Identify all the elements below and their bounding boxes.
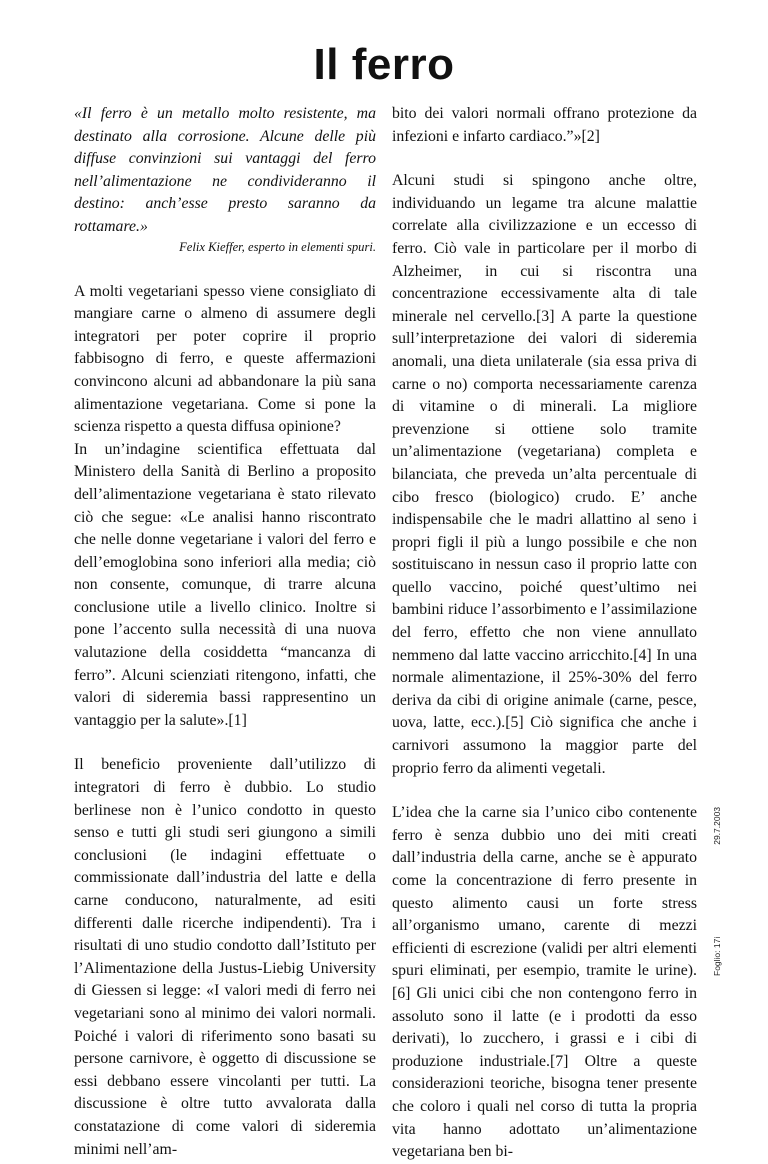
left-column [74, 103, 376, 1161]
page-title: Il ferro [313, 40, 455, 89]
sheet-date: 29.7.2003 [712, 806, 722, 845]
body-paragraph: Alcuni studi si spingono anche oltre, individuando un legame tra alcune malattie correlate alla civilizzazione e un eccesso di ferro. Ciò vale in particolare per il morbo di Alzheimer, in cui si riscontra una concentrazione eccessivamente alta di tale minerale nel cervello.[3] A parte la questione sull’interpretazione dei valori di sideremia anomali, una dieta unilaterale (sia essa priva di carne o no) comporta necessariamente carenza di vitamine o di minerali. La migliore prevenzione si ottiene solo tramite un’alimentazione (vegetariana) completa e bilanciata, che preveda un’alta percentuale di cibo fresco (biologico) crudo. E’ anche indispensabile che le madri allattino al seno i propri figli il più a lungo possibile e che non sostituiscano in nessun caso il proprio latte con quello vaccino, poiché quest’ultimo nei bambini riduce l’assorbimento e l’assimilazione del ferro, effetto che non viene annullato nemmeno dal latte vaccino arricchito.[4] In una normale alimentazione, il 25%-30% del ferro deriva da cibi di origine animale (carne, pesce, uova, latte, ecc.).[5] Ciò significa che anche i carnivori assumono la maggior parte del proprio ferro da alimenti vegetali. [392, 172, 697, 777]
sheet-margin-note [710, 710, 724, 990]
body-paragraph: A molti vegetariani spesso viene consigliato di mangiare carne o almeno di assumere degli integratori per poter coprire il proprio fabbisogno di ferro, e queste affermazioni convincono alcuni ad abbandonare la più sana alimentazione vegetariana. Come si pone la scienza rispetto a questa diffusa opinione? [74, 282, 376, 436]
body-paragraph: bito dei valori normali offrano protezione da infezioni e infarto cardiaco.”»[2] [392, 105, 697, 145]
body-paragraph: Il beneficio proveniente dall’utilizzo di integratori di ferro è dubbio. Lo studio berlinese non è l’unico condotto in questo senso e tutti gli studi seri giungono a simili conclusioni (le indagini effettuate o commissionate dall’industria del latte e della carne conducono, naturalmente, ad esiti differenti dalle ricerche indipendenti). Tra i risultati di uno studio condotto dall’Istituto per l’Alimentazione della Justus-Liebig University di Giessen si legge: «I valori medi di ferro nei vegetariani sono al minimo dei valori normali. Poiché i valori di riferimento sono basati su persone carnivore, è oggetto di discussione se essi debbano essere vincolanti per tutti. La discussione è oltre tutto avvalorata dalla constatazione di come valori di sideremia minimi nell’am- [74, 756, 376, 1158]
sheet-number: Foglio: 17i [712, 936, 722, 976]
body-paragraph: In un’indagine scientifica effettuata dal Ministero della Sanità di Berlino a proposito dell’alimentazione vegetariana è stato rilevato ciò che segue: «Le analisi hanno riscontrato che nelle donne vegetariane i valori del ferro e dell’emoglobina sono inferiori alla media; ciò non consente, comunque, di trarre alcuna conclusione utile a livello clinico. Inoltre si pone l’accento sulla necessità di una nuova valutazione della cosiddetta “mancanza di ferro”. Alcuni scienziati ritengono, infatti, che valori di sideremia bassi rappresentino un vantaggio per la salute».[1] [74, 440, 376, 729]
epigraph-quote: «Il ferro è un metallo molto resistente, ma destinato alla corrosione. Alcune delle più diffuse convinzioni sui vantaggi del ferro nell’alimentazione ne condivideranno il destino: anch’esse presto saranno da rottamare.» [74, 105, 376, 235]
right-column [392, 103, 697, 1164]
body-paragraph: L’idea che la carne sia l’unico cibo contenente ferro è senza dubbio uno dei miti creati dall’industria della carne, anche se è appurato come la concentrazione di ferro presente in questo alimento causi un forte stress all’organismo umano, carente di mezzi efficienti di escrezione (validi per altri elementi spuri eliminati, per esempio, tramite le urine).[6] Gli unici cibi che non contengono ferro in assoluto sono il latte (e i prodotti da esso derivati), lo zucchero, i grassi e i cibi di produzione industriale.[7] Oltre a queste considerazioni teoriche, bisogna tener presente che coloro i quali nel corso di tutta la propria vita hanno adottato un’alimentazione vegetariana ben bi- [392, 804, 697, 1161]
epigraph-attribution: Felix Kieffer, esperto in elementi spuri. [179, 239, 376, 254]
